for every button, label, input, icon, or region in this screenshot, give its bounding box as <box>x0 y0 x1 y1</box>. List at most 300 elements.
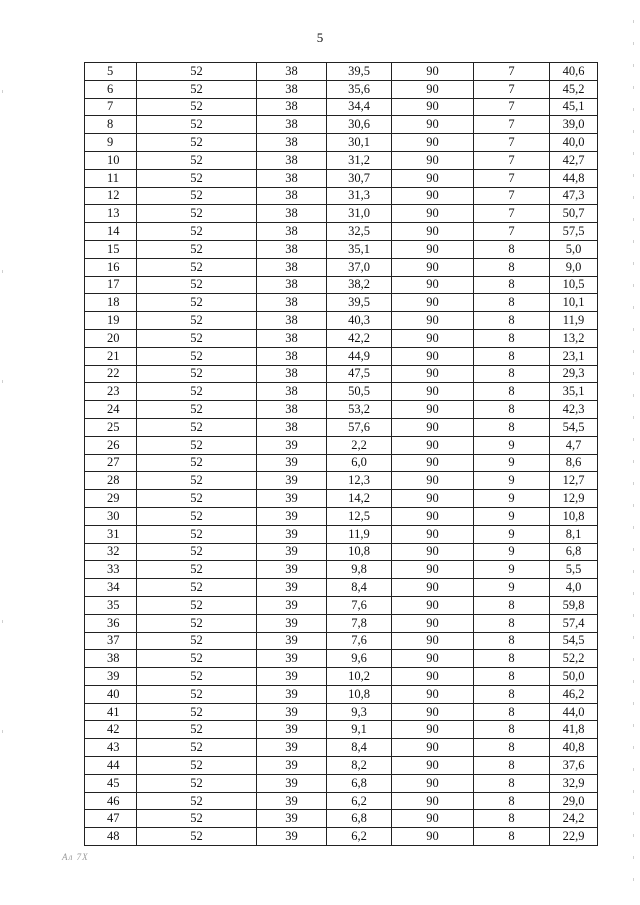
table-cell: 9 <box>474 579 550 597</box>
table-cell: 90 <box>392 401 474 419</box>
table-cell: 7 <box>474 187 550 205</box>
table-cell: 52 <box>137 436 257 454</box>
scan-mark <box>633 284 634 287</box>
table-cell: 52 <box>137 596 257 614</box>
table-cell: 52 <box>137 205 257 223</box>
table-cell: 90 <box>392 561 474 579</box>
table-cell: 29,0 <box>550 792 598 810</box>
table-cell: 57,5 <box>550 223 598 241</box>
scan-mark <box>633 350 634 353</box>
table-cell: 4,7 <box>550 436 598 454</box>
table-cell: 9 <box>474 472 550 490</box>
table-row <box>85 828 598 846</box>
table-cell: 34 <box>85 579 137 597</box>
table-cell: 10,8 <box>327 543 392 561</box>
scan-mark <box>633 460 634 463</box>
table-cell: 90 <box>392 258 474 276</box>
table-cell: 9 <box>474 543 550 561</box>
scan-mark <box>633 328 634 331</box>
table-cell: 31,3 <box>327 187 392 205</box>
scan-mark <box>633 108 634 111</box>
table-cell: 9 <box>474 436 550 454</box>
scan-mark <box>633 86 634 89</box>
table-cell: 52 <box>137 757 257 775</box>
table-cell: 8 <box>474 721 550 739</box>
table-row <box>85 365 598 383</box>
table-cell: 38 <box>257 347 327 365</box>
table-row <box>85 63 598 81</box>
scan-mark <box>633 724 634 727</box>
table-cell: 38 <box>257 240 327 258</box>
table-row <box>85 134 598 152</box>
table-cell: 90 <box>392 80 474 98</box>
table-cell: 52 <box>137 347 257 365</box>
table-cell: 7 <box>85 98 137 116</box>
scan-mark <box>2 380 3 383</box>
table-cell: 7 <box>474 169 550 187</box>
table-row <box>85 187 598 205</box>
table-cell: 6,8 <box>550 543 598 561</box>
table-cell: 39 <box>257 668 327 686</box>
table-cell: 52 <box>137 134 257 152</box>
table-row <box>85 668 598 686</box>
table-cell: 9,6 <box>327 650 392 668</box>
table-cell: 39 <box>257 828 327 846</box>
table-cell: 47,3 <box>550 187 598 205</box>
table-cell: 90 <box>392 650 474 668</box>
table-cell: 11 <box>85 169 137 187</box>
table-cell: 8,4 <box>327 739 392 757</box>
table-row <box>85 739 598 757</box>
table-cell: 12 <box>85 187 137 205</box>
table-cell: 38 <box>257 329 327 347</box>
table-cell: 52 <box>137 294 257 312</box>
table-cell: 52 <box>137 383 257 401</box>
table-cell: 52 <box>137 721 257 739</box>
table-cell: 38 <box>257 80 327 98</box>
table-cell: 38 <box>257 312 327 330</box>
table-cell: 8 <box>474 739 550 757</box>
table-cell: 7 <box>474 63 550 81</box>
table-cell: 38 <box>257 98 327 116</box>
table-cell: 17 <box>85 276 137 294</box>
table-cell: 8 <box>474 685 550 703</box>
table-cell: 39 <box>257 490 327 508</box>
table-cell: 5,5 <box>550 561 598 579</box>
table-cell: 7,6 <box>327 632 392 650</box>
scan-mark <box>633 240 634 243</box>
table-cell: 8 <box>474 774 550 792</box>
table-row <box>85 650 598 668</box>
table-cell: 35,1 <box>550 383 598 401</box>
table-cell: 46,2 <box>550 685 598 703</box>
table-cell: 90 <box>392 151 474 169</box>
table-cell: 32,5 <box>327 223 392 241</box>
scan-mark <box>633 130 634 133</box>
table-cell: 39 <box>257 507 327 525</box>
table-cell: 8,1 <box>550 525 598 543</box>
table-cell: 6,2 <box>327 792 392 810</box>
table-cell: 8 <box>474 258 550 276</box>
table-cell: 52 <box>137 525 257 543</box>
table-cell: 35,6 <box>327 80 392 98</box>
table-row <box>85 276 598 294</box>
table-cell: 29,3 <box>550 365 598 383</box>
scan-mark <box>633 746 634 749</box>
page-number: 5 <box>316 30 324 45</box>
table-cell: 9 <box>474 454 550 472</box>
table-cell: 44,8 <box>550 169 598 187</box>
table-cell: 57,6 <box>327 418 392 436</box>
table-cell: 6,8 <box>327 774 392 792</box>
table-cell: 39 <box>257 454 327 472</box>
table-row <box>85 223 598 241</box>
table-cell: 7 <box>474 205 550 223</box>
table-cell: 35 <box>85 596 137 614</box>
table-cell: 44,0 <box>550 703 598 721</box>
table-cell: 90 <box>392 329 474 347</box>
table-cell: 90 <box>392 436 474 454</box>
table-cell: 90 <box>392 205 474 223</box>
table-cell: 90 <box>392 116 474 134</box>
table-cell: 48 <box>85 828 137 846</box>
table-cell: 90 <box>392 365 474 383</box>
table-cell: 6 <box>85 80 137 98</box>
table-cell: 20 <box>85 329 137 347</box>
table-cell: 38 <box>85 650 137 668</box>
table-cell: 8 <box>474 650 550 668</box>
table-row <box>85 792 598 810</box>
table-cell: 21 <box>85 347 137 365</box>
table-row <box>85 472 598 490</box>
table-cell: 9 <box>85 134 137 152</box>
table-cell: 52 <box>137 650 257 668</box>
table-cell: 50,0 <box>550 668 598 686</box>
table-cell: 52 <box>137 312 257 330</box>
scan-mark <box>633 790 634 793</box>
table-cell: 37,6 <box>550 757 598 775</box>
table-cell: 12,7 <box>550 472 598 490</box>
table-cell: 52 <box>137 774 257 792</box>
table-cell: 10,8 <box>327 685 392 703</box>
table-cell: 8 <box>85 116 137 134</box>
table-cell: 14 <box>85 223 137 241</box>
table-cell: 9 <box>474 561 550 579</box>
table-cell: 50,5 <box>327 383 392 401</box>
scan-mark <box>633 768 634 771</box>
table-cell: 39 <box>257 614 327 632</box>
table-cell: 39 <box>257 525 327 543</box>
table-cell: 90 <box>392 98 474 116</box>
scan-mark <box>633 548 634 551</box>
table-cell: 31 <box>85 525 137 543</box>
table-cell: 52 <box>137 116 257 134</box>
table-cell: 5 <box>85 63 137 81</box>
scan-mark <box>633 64 634 67</box>
scan-mark <box>2 90 3 93</box>
table-cell: 8 <box>474 418 550 436</box>
table-cell: 22,9 <box>550 828 598 846</box>
table-cell: 15 <box>85 240 137 258</box>
table-cell: 52,2 <box>550 650 598 668</box>
table-cell: 39,5 <box>327 294 392 312</box>
scan-mark <box>2 620 3 623</box>
table-cell: 90 <box>392 187 474 205</box>
table-cell: 52 <box>137 828 257 846</box>
table-row <box>85 454 598 472</box>
table-cell: 52 <box>137 151 257 169</box>
table-cell: 52 <box>137 472 257 490</box>
scan-mark <box>633 592 634 595</box>
table-cell: 37,0 <box>327 258 392 276</box>
table-cell: 27 <box>85 454 137 472</box>
table-cell: 52 <box>137 63 257 81</box>
table-cell: 54,5 <box>550 632 598 650</box>
table-cell: 40 <box>85 685 137 703</box>
table-row <box>85 401 598 419</box>
table-cell: 13 <box>85 205 137 223</box>
table-cell: 39 <box>257 436 327 454</box>
scan-mark <box>633 658 634 661</box>
scan-mark <box>633 702 634 705</box>
table-cell: 52 <box>137 703 257 721</box>
table-cell: 41,8 <box>550 721 598 739</box>
table-cell: 24 <box>85 401 137 419</box>
scan-mark <box>633 262 634 265</box>
table-row <box>85 116 598 134</box>
table-cell: 39 <box>257 810 327 828</box>
table-row <box>85 169 598 187</box>
table-cell: 11,9 <box>327 525 392 543</box>
table-cell: 7,6 <box>327 596 392 614</box>
table-cell: 90 <box>392 792 474 810</box>
table-cell: 52 <box>137 258 257 276</box>
table-cell: 23 <box>85 383 137 401</box>
table-cell: 52 <box>137 614 257 632</box>
table-cell: 52 <box>137 685 257 703</box>
table-cell: 90 <box>392 472 474 490</box>
table-cell: 8 <box>474 596 550 614</box>
table-row <box>85 596 598 614</box>
scan-mark <box>633 174 634 177</box>
table-cell: 6,0 <box>327 454 392 472</box>
table-cell: 39 <box>257 543 327 561</box>
table-cell: 13,2 <box>550 329 598 347</box>
table-cell: 90 <box>392 134 474 152</box>
table-cell: 14,2 <box>327 490 392 508</box>
scan-mark <box>633 152 634 155</box>
table-cell: 90 <box>392 454 474 472</box>
table-cell: 40,0 <box>550 134 598 152</box>
scan-mark <box>633 196 634 199</box>
table-cell: 52 <box>137 490 257 508</box>
table-cell: 30,7 <box>327 169 392 187</box>
table-cell: 90 <box>392 169 474 187</box>
scan-mark <box>633 482 634 485</box>
scan-mark <box>633 570 634 573</box>
table-cell: 7 <box>474 80 550 98</box>
table-cell: 52 <box>137 454 257 472</box>
table-cell: 33 <box>85 561 137 579</box>
table-cell: 46 <box>85 792 137 810</box>
table-cell: 39 <box>257 632 327 650</box>
table-cell: 90 <box>392 810 474 828</box>
table-cell: 8 <box>474 365 550 383</box>
table-row <box>85 329 598 347</box>
table-cell: 42 <box>85 721 137 739</box>
table-cell: 90 <box>392 828 474 846</box>
table-cell: 90 <box>392 579 474 597</box>
table-cell: 90 <box>392 63 474 81</box>
table-cell: 8,4 <box>327 579 392 597</box>
table-cell: 8 <box>474 329 550 347</box>
table-cell: 52 <box>137 418 257 436</box>
table-cell: 8 <box>474 632 550 650</box>
table-cell: 2,2 <box>327 436 392 454</box>
table-row <box>85 525 598 543</box>
table-cell: 30,1 <box>327 134 392 152</box>
table-cell: 52 <box>137 223 257 241</box>
table-cell: 8,2 <box>327 757 392 775</box>
table-cell: 35,1 <box>327 240 392 258</box>
table-cell: 90 <box>392 739 474 757</box>
table-cell: 39 <box>257 596 327 614</box>
table-cell: 8 <box>474 810 550 828</box>
table-cell: 52 <box>137 668 257 686</box>
scan-mark <box>633 680 634 683</box>
table-cell: 90 <box>392 774 474 792</box>
table-cell: 19 <box>85 312 137 330</box>
table-cell: 7 <box>474 223 550 241</box>
table-cell: 52 <box>137 579 257 597</box>
table-cell: 31,2 <box>327 151 392 169</box>
table-cell: 50,7 <box>550 205 598 223</box>
table-cell: 90 <box>392 632 474 650</box>
table-cell: 41 <box>85 703 137 721</box>
table-cell: 38 <box>257 365 327 383</box>
table-cell: 39,5 <box>327 63 392 81</box>
table-cell: 90 <box>392 418 474 436</box>
table-cell: 52 <box>137 810 257 828</box>
table-cell: 90 <box>392 685 474 703</box>
table-cell: 38 <box>257 63 327 81</box>
table-cell: 90 <box>392 276 474 294</box>
table-cell: 9,0 <box>550 258 598 276</box>
table-cell: 4,0 <box>550 579 598 597</box>
table-row <box>85 98 598 116</box>
scan-mark <box>633 20 634 23</box>
table-cell: 9 <box>474 507 550 525</box>
table-row <box>85 258 598 276</box>
table-cell: 90 <box>392 507 474 525</box>
table-cell: 12,9 <box>550 490 598 508</box>
table-cell: 12,3 <box>327 472 392 490</box>
table-row <box>85 543 598 561</box>
table-cell: 22 <box>85 365 137 383</box>
table-cell: 26 <box>85 436 137 454</box>
table-cell: 38 <box>257 205 327 223</box>
table-cell: 90 <box>392 543 474 561</box>
table-row <box>85 383 598 401</box>
scan-mark <box>633 504 634 507</box>
table-cell: 90 <box>392 614 474 632</box>
table-cell: 10,5 <box>550 276 598 294</box>
table-cell: 39 <box>257 561 327 579</box>
table-cell: 42,2 <box>327 329 392 347</box>
table-cell: 24,2 <box>550 810 598 828</box>
table-cell: 42,3 <box>550 401 598 419</box>
table-cell: 8 <box>474 828 550 846</box>
scan-mark <box>633 394 634 397</box>
table-cell: 39 <box>257 650 327 668</box>
table-cell: 52 <box>137 240 257 258</box>
table-row <box>85 561 598 579</box>
scan-mark <box>633 372 634 375</box>
table-body <box>85 63 598 846</box>
table-cell: 52 <box>137 561 257 579</box>
table-cell: 90 <box>392 668 474 686</box>
table-cell: 9,8 <box>327 561 392 579</box>
table-cell: 52 <box>137 739 257 757</box>
page-edge-marks <box>632 0 634 905</box>
table-cell: 7 <box>474 151 550 169</box>
table-cell: 39 <box>257 774 327 792</box>
table-cell: 42,7 <box>550 151 598 169</box>
table-cell: 39 <box>257 579 327 597</box>
table-row <box>85 312 598 330</box>
table-cell: 23,1 <box>550 347 598 365</box>
table-cell: 52 <box>137 187 257 205</box>
table-cell: 7,8 <box>327 614 392 632</box>
table-cell: 90 <box>392 294 474 312</box>
table-cell: 44 <box>85 757 137 775</box>
scan-mark <box>633 878 634 881</box>
table-cell: 47,5 <box>327 365 392 383</box>
scan-mark <box>633 416 634 419</box>
table-cell: 5,0 <box>550 240 598 258</box>
table-cell: 52 <box>137 543 257 561</box>
table-cell: 52 <box>137 401 257 419</box>
table-row <box>85 774 598 792</box>
table-cell: 28 <box>85 472 137 490</box>
table-cell: 54,5 <box>550 418 598 436</box>
table-row <box>85 490 598 508</box>
table-cell: 38 <box>257 151 327 169</box>
table-cell: 8 <box>474 312 550 330</box>
table-cell: 90 <box>392 240 474 258</box>
table-row <box>85 685 598 703</box>
table-row <box>85 294 598 312</box>
table-cell: 39 <box>257 703 327 721</box>
table-cell: 59,8 <box>550 596 598 614</box>
table-cell: 30 <box>85 507 137 525</box>
table-cell: 90 <box>392 383 474 401</box>
table-cell: 90 <box>392 490 474 508</box>
table-cell: 39 <box>257 472 327 490</box>
table-cell: 9,3 <box>327 703 392 721</box>
table-cell: 39 <box>257 757 327 775</box>
table-cell: 45,2 <box>550 80 598 98</box>
table-cell: 52 <box>137 329 257 347</box>
table-cell: 30,6 <box>327 116 392 134</box>
table-cell: 8 <box>474 347 550 365</box>
table-cell: 44,9 <box>327 347 392 365</box>
table-cell: 52 <box>137 792 257 810</box>
table-cell: 8,6 <box>550 454 598 472</box>
table-cell: 8 <box>474 294 550 312</box>
table-cell: 52 <box>137 80 257 98</box>
scan-mark <box>633 812 634 815</box>
